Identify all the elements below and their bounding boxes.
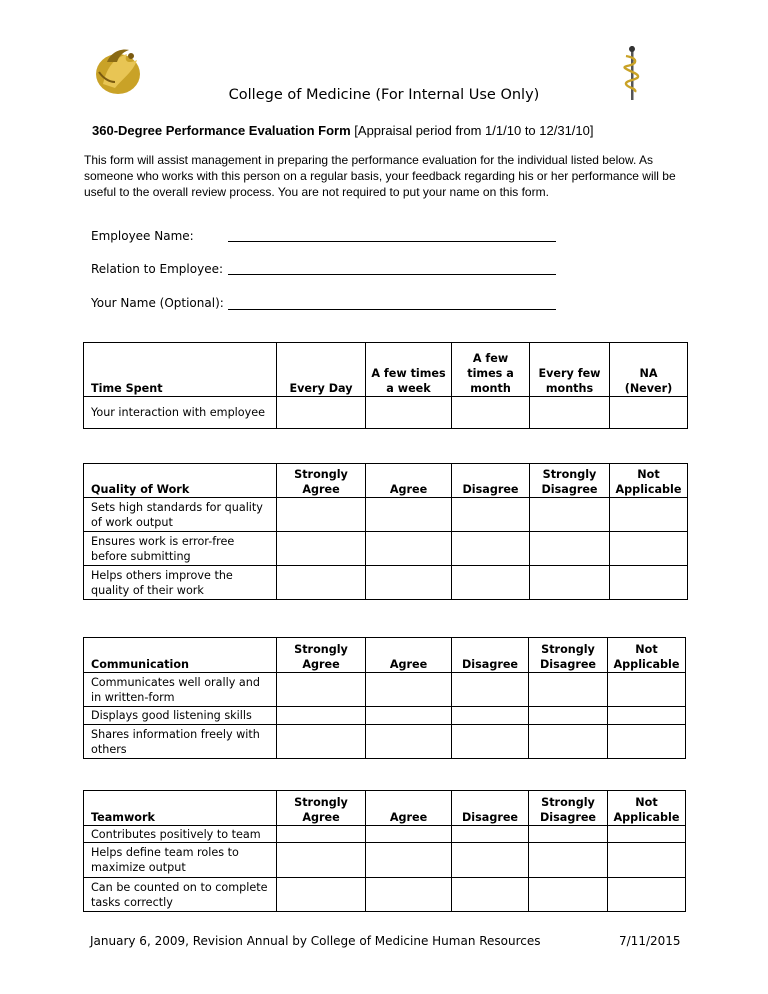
communication-header: Communication xyxy=(84,638,277,673)
relation-label: Relation to Employee: xyxy=(91,262,224,276)
col-not-applicable: Not Applicable xyxy=(608,638,686,673)
row-label: Contributes positively to team xyxy=(84,826,277,843)
rating-cell[interactable] xyxy=(530,566,610,600)
rating-cell[interactable] xyxy=(608,843,686,878)
intro-paragraph: This form will assist management in preparing the performance evaluation for the individual listed below. As someone who works with this person on a regular basis, your feedback regarding his or her performance will be useful to the overall review process. You are not required to put your name on this form. xyxy=(84,153,676,199)
rating-cell[interactable] xyxy=(277,725,366,759)
rating-cell[interactable] xyxy=(452,826,529,843)
row-label: Can be counted on to complete tasks correctly xyxy=(84,878,277,912)
rating-cell[interactable] xyxy=(366,673,452,707)
col-every-few-months: Every few months xyxy=(530,343,610,397)
col-agree: Agree xyxy=(366,791,452,826)
rating-cell[interactable] xyxy=(277,397,366,429)
rating-cell[interactable] xyxy=(277,878,366,912)
col-not-applicable: Not Applicable xyxy=(608,791,686,826)
rating-cell[interactable] xyxy=(366,532,452,566)
teamwork-table xyxy=(83,790,686,912)
col-every-day: Every Day xyxy=(277,343,366,397)
rating-cell[interactable] xyxy=(366,843,452,878)
rating-cell[interactable] xyxy=(366,707,452,725)
footer-date: 7/11/2015 xyxy=(619,934,681,948)
rating-cell[interactable] xyxy=(277,566,366,600)
col-disagree: Disagree xyxy=(452,791,529,826)
rating-cell[interactable] xyxy=(277,843,366,878)
appraisal-period: [Appraisal period from 1/1/10 to 12/31/10] xyxy=(354,123,594,138)
rating-cell[interactable] xyxy=(530,532,610,566)
rating-cell[interactable] xyxy=(452,532,530,566)
rating-cell[interactable] xyxy=(277,707,366,725)
rating-cell[interactable] xyxy=(529,826,608,843)
time-spent-table xyxy=(83,342,688,429)
rating-cell[interactable] xyxy=(608,725,686,759)
col-disagree: Disagree xyxy=(452,638,529,673)
rating-cell[interactable] xyxy=(610,498,688,532)
rating-cell[interactable] xyxy=(608,673,686,707)
rating-cell[interactable] xyxy=(366,498,452,532)
quality-of-work-header: Quality of Work xyxy=(84,464,277,498)
time-spent-header: Time Spent xyxy=(84,343,277,397)
rating-cell[interactable] xyxy=(452,707,529,725)
rating-cell[interactable] xyxy=(529,707,608,725)
rating-cell[interactable] xyxy=(608,707,686,725)
rating-cell[interactable] xyxy=(610,397,688,429)
communication-table xyxy=(83,637,686,759)
rating-cell[interactable] xyxy=(366,878,452,912)
rating-cell[interactable] xyxy=(452,397,530,429)
rating-cell[interactable] xyxy=(366,725,452,759)
col-strongly-agree: Strongly Agree xyxy=(277,791,366,826)
col-not-applicable: Not Applicable xyxy=(610,464,688,498)
col-na-never: NA (Never) xyxy=(610,343,688,397)
col-few-times-week: A few times a week xyxy=(366,343,452,397)
row-label: Helps define team roles to maximize output xyxy=(84,843,277,878)
col-strongly-disagree: Strongly Disagree xyxy=(529,791,608,826)
rating-cell[interactable] xyxy=(529,673,608,707)
rating-cell[interactable] xyxy=(452,566,530,600)
teamwork-header: Teamwork xyxy=(84,791,277,826)
rating-cell[interactable] xyxy=(529,878,608,912)
rating-cell[interactable] xyxy=(610,566,688,600)
rating-cell[interactable] xyxy=(277,826,366,843)
col-strongly-agree: Strongly Agree xyxy=(277,464,366,498)
college-title: College of Medicine (For Internal Use Only) xyxy=(228,87,540,103)
col-strongly-disagree: Strongly Disagree xyxy=(529,638,608,673)
employee-name-label: Employee Name: xyxy=(91,229,194,243)
rating-cell[interactable] xyxy=(610,532,688,566)
rating-cell[interactable] xyxy=(530,397,610,429)
rating-cell[interactable] xyxy=(608,826,686,843)
rating-cell[interactable] xyxy=(366,397,452,429)
rating-cell[interactable] xyxy=(366,826,452,843)
rating-cell[interactable] xyxy=(452,878,529,912)
row-label: Your interaction with employee xyxy=(84,397,277,429)
form-title xyxy=(92,123,594,138)
col-strongly-disagree: Strongly Disagree xyxy=(530,464,610,498)
rating-cell[interactable] xyxy=(277,498,366,532)
quality-of-work-table xyxy=(83,463,688,600)
rating-cell[interactable] xyxy=(608,878,686,912)
row-label: Helps others improve the quality of their work xyxy=(84,566,277,600)
row-label: Displays good listening skills xyxy=(84,707,277,725)
relation-line[interactable] xyxy=(228,274,556,275)
form-title-main: 360-Degree Performance Evaluation Form xyxy=(92,123,351,138)
rating-cell[interactable] xyxy=(529,725,608,759)
row-label: Ensures work is error-free before submitting xyxy=(84,532,277,566)
row-label: Sets high standards for quality of work output xyxy=(84,498,277,532)
rating-cell[interactable] xyxy=(452,725,529,759)
rating-cell[interactable] xyxy=(529,843,608,878)
rating-cell[interactable] xyxy=(452,498,530,532)
row-label: Communicates well orally and in written-form xyxy=(84,673,277,707)
employee-name-line[interactable] xyxy=(228,241,556,242)
col-disagree: Disagree xyxy=(452,464,530,498)
your-name-label: Your Name (Optional): xyxy=(91,296,224,310)
col-few-times-month: A few times a month xyxy=(452,343,530,397)
col-strongly-agree: Strongly Agree xyxy=(277,638,366,673)
row-label: Shares information freely with others xyxy=(84,725,277,759)
rating-cell[interactable] xyxy=(452,843,529,878)
rating-cell[interactable] xyxy=(277,532,366,566)
footer-revision: January 6, 2009, Revision Annual by College of Medicine Human Resources xyxy=(90,934,541,948)
col-agree: Agree xyxy=(366,464,452,498)
col-agree: Agree xyxy=(366,638,452,673)
your-name-line[interactable] xyxy=(228,309,556,310)
rating-cell[interactable] xyxy=(277,673,366,707)
rating-cell[interactable] xyxy=(530,498,610,532)
rating-cell[interactable] xyxy=(452,673,529,707)
rating-cell[interactable] xyxy=(366,566,452,600)
